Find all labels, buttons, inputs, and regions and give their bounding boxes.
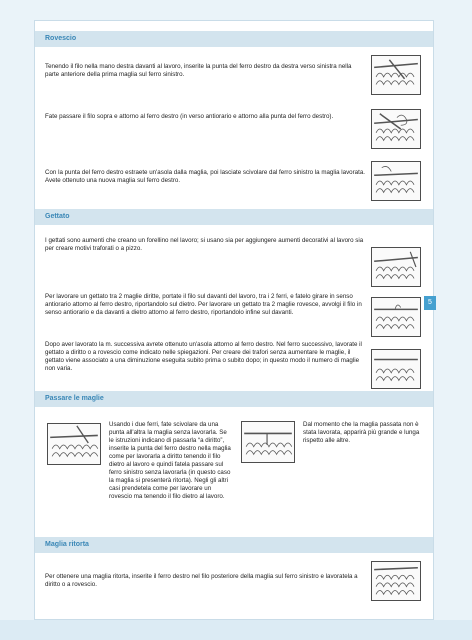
ritorta-instructions: Per ottenere una maglia ritorta, inserite il ferro destro nel filo posteriore della maglia sul ferro sinistro e lavoratela a diritto o a rovescio. (45, 573, 358, 588)
passare-illustration-right (241, 421, 295, 463)
document-page (34, 20, 434, 620)
page-number-tab: 5 (424, 296, 436, 310)
section-title-gettato: Gettato (35, 209, 433, 225)
section-title-passare: Passare le maglie (35, 391, 433, 407)
rovescio-step-1-illustration (371, 55, 421, 95)
passare-instructions: Usando i due ferri, fate scivolare da una punta all'altra la maglia senza lavorarla. Se le istruzioni indicano di passarla “a diritto”, inserite la punta del ferro destro nella maglia come per lavorarla a diritto tenendo il filo dietro al lavoro e quindi fatela passare sul ferro sinistro senza lavorarla (in questo caso la maglia si presenterà ritorta). Negli gli altri casi prendetela come per lavorare un rovescio ma tenendo il filo dietro al lavoro. (109, 421, 231, 500)
passare-note: Dal momento che la maglia passata non è stata lavorata, apparirà più grande e lunga rispetto alle altre. (303, 421, 420, 444)
gettato-step-3-illustration (371, 349, 421, 389)
section-title-ritorta: Maglia ritorta (35, 537, 433, 553)
section-title-rovescio: Rovescio (35, 31, 433, 47)
rovescio-step-3-illustration (371, 161, 421, 201)
rovescio-step-2-illustration (371, 109, 421, 149)
ritorta-illustration (371, 561, 421, 601)
rovescio-step-1: Tenendo il filo nella mano destra davanti al lavoro, inserite la punta del ferro destro da destra verso sinistra nella parte anteriore della prima maglia sul ferro sinistro. (45, 63, 352, 78)
rovescio-step-2: Fate passare il filo sopra e attorno al ferro destro (in verso antiorario e attorno alla punta del ferro destro). (45, 113, 334, 120)
passare-illustration-left (47, 423, 101, 465)
gettato-instructions: Per lavorare un gettato tra 2 maglie diritte, portate il filo sul davanti del lavoro, tra i 2 ferri, e fatelo girare in senso antiorario attorno al ferro destro, riportandolo sul dietro. Per lavorare un gettato tra 2 maglie rovesce, avvolgi il filo in senso antiorario e da davanti a dietro attorno al ferro destro, riportandolo infine sul davanti. (45, 293, 362, 316)
rovescio-step-3: Con la punta del ferro destro estraete un'asola dalla maglia, poi lasciate scivolare dal ferro sinistro la maglia lavorata. Avete ottenuto una nuova maglia sul ferro destro. (45, 169, 366, 184)
gettato-intro: I gettati sono aumenti che creano un forellino nel lavoro; si usano sia per aggiungere aumenti decorativi al lavoro sia per creare motivi traforati o a pizzo. (45, 237, 364, 252)
bottom-decorative-band (0, 620, 472, 640)
gettato-step-2-illustration (371, 297, 421, 337)
gettato-result: Dopo aver lavorato la m. successiva avrete ottenuto un'asola attorno al ferro destro. Nel ferro successivo, lavorate il gettato a diritto o a rovescio come indicato nelle spiegazioni. Per creare dei trafori senza aumentare le maglie, il gettato viene associato a una diminuzione eseguita subito prima o subito dopo; in questo modo il numero di maglie non varia. (45, 341, 362, 372)
gettato-step-1-illustration (371, 247, 421, 287)
